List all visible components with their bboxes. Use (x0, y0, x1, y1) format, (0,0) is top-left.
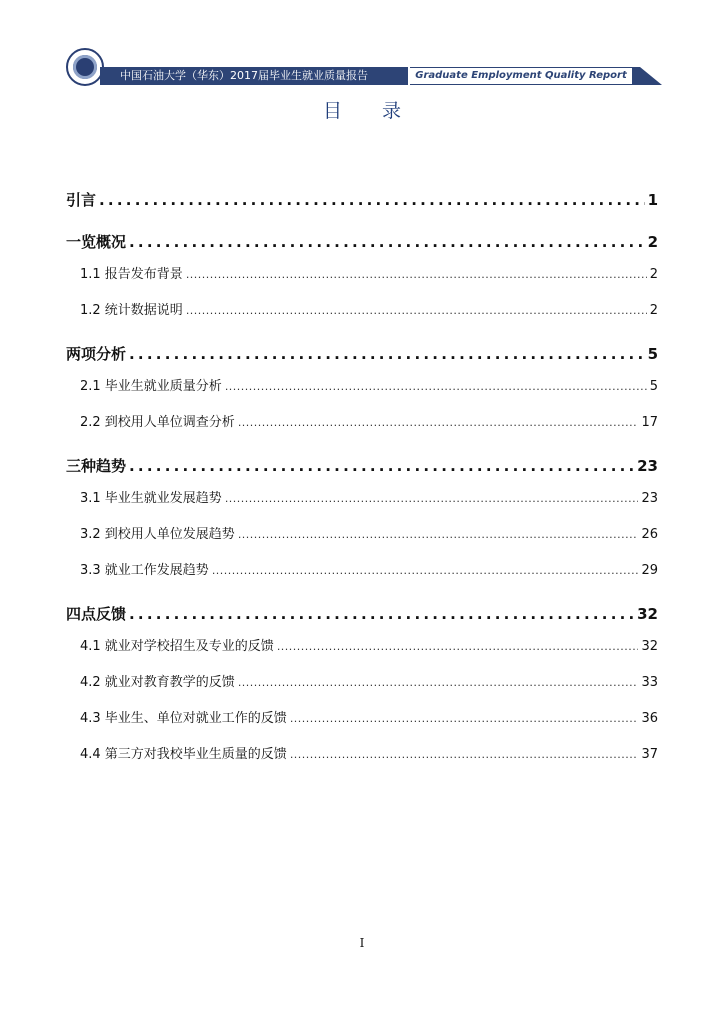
toc-entry[interactable] (66, 410, 658, 436)
toc-entry[interactable] (66, 222, 658, 262)
page-title: 目录 (322, 100, 441, 122)
toc-page: 33 (641, 675, 658, 690)
toc-label: 1.2 统计数据说明 (80, 303, 183, 318)
toc-label: 2.2 到校用人单位调查分析 (80, 415, 235, 430)
toc-label: 四点反馈 (66, 605, 127, 623)
toc-entry[interactable] (66, 374, 658, 400)
header-en-title: Graduate Employment Quality Report (410, 67, 632, 85)
toc-entry[interactable] (66, 180, 658, 220)
toc-page: 32 (641, 639, 658, 654)
header-cn-title: 中国石油大学（华东）2017届毕业生就业质量报告 (100, 67, 408, 85)
toc-label: 4.1 就业对学校招生及专业的反馈 (80, 639, 274, 654)
toc-page: 5 (649, 379, 658, 394)
toc-entry[interactable] (66, 522, 658, 548)
toc-label: 3.2 到校用人单位发展趋势 (80, 527, 235, 542)
toc-entry[interactable] (66, 262, 658, 288)
toc-label: 一览概况 (66, 233, 127, 251)
toc-page: 29 (641, 563, 658, 578)
toc-label: 4.3 毕业生、单位对就业工作的反馈 (80, 711, 287, 726)
toc-label: 两项分析 (66, 345, 127, 363)
toc-entry[interactable] (66, 742, 658, 768)
toc-entry[interactable] (66, 706, 658, 732)
toc-entry[interactable] (66, 670, 658, 696)
toc-label: 4.4 第三方对我校毕业生质量的反馈 (80, 747, 287, 762)
table-of-contents (66, 178, 658, 778)
toc-page: 23 (637, 457, 658, 475)
toc-entry[interactable] (66, 446, 658, 486)
toc-entry[interactable] (66, 594, 658, 634)
toc-page: 26 (641, 527, 658, 542)
toc-page: 1 (647, 191, 658, 209)
toc-label: 引言 (66, 191, 97, 209)
toc-page: 2 (649, 303, 658, 318)
toc-label: 4.2 就业对教育教学的反馈 (80, 675, 235, 690)
toc-page: 37 (641, 747, 658, 762)
toc-page: 17 (641, 415, 658, 430)
toc-label: 3.3 就业工作发展趋势 (80, 563, 209, 578)
toc-entry[interactable] (66, 298, 658, 324)
toc-page: 2 (649, 267, 658, 282)
header-arrow-icon (632, 67, 662, 85)
toc-entry[interactable] (66, 558, 658, 584)
university-logo (66, 48, 104, 86)
toc-page: 2 (647, 233, 658, 251)
toc-entry[interactable] (66, 486, 658, 512)
page-header (0, 0, 724, 100)
toc-page: 32 (637, 605, 658, 623)
toc-entry[interactable] (66, 334, 658, 374)
toc-label: 3.1 毕业生就业发展趋势 (80, 491, 222, 506)
toc-entry[interactable] (66, 634, 658, 660)
page-number: I (359, 936, 365, 950)
toc-label: 2.1 毕业生就业质量分析 (80, 379, 222, 394)
toc-page: 5 (647, 345, 658, 363)
toc-page: 23 (641, 491, 658, 506)
toc-label: 1.1 报告发布背景 (80, 267, 183, 282)
toc-label: 三种趋势 (66, 457, 127, 475)
toc-page: 36 (641, 711, 658, 726)
